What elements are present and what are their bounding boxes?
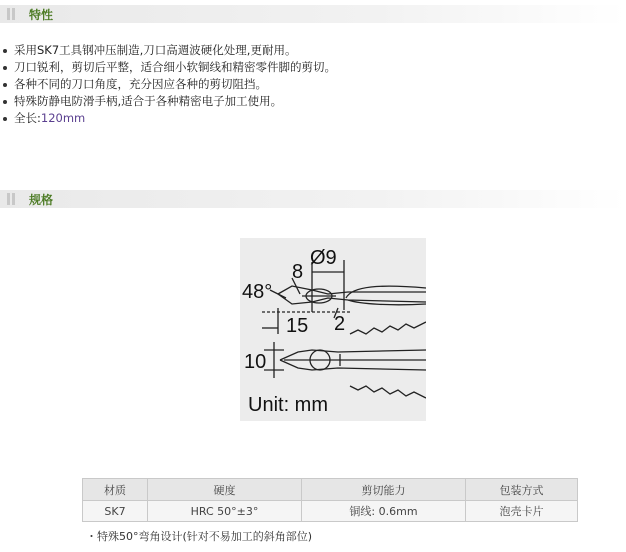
dim-8: 8	[292, 261, 304, 283]
spec-cell-packaging: 泡壳卡片	[466, 501, 577, 521]
spec-header-material: 材质	[83, 479, 147, 500]
table-row	[83, 501, 577, 521]
length-label: 全长:	[14, 111, 41, 125]
unit-label: Unit: mm	[248, 394, 328, 416]
feature-item	[0, 42, 336, 59]
bullet-icon	[3, 100, 7, 104]
spec-table-header-row	[83, 479, 577, 500]
spec-header-packaging: 包装方式	[466, 479, 577, 500]
feature-text: 采用SK7工具钢冲压制造,刀口高週波硬化处理,更耐用。	[14, 43, 297, 57]
spec-table	[82, 478, 578, 522]
bullet-icon	[3, 117, 7, 121]
spec-header-hardness: 硬度	[148, 479, 301, 500]
dim-2: 2	[334, 313, 346, 335]
feature-text: 特殊防静电防滑手柄,适合于各种精密电子加工使用。	[14, 94, 283, 108]
bullet-icon	[3, 49, 7, 53]
specs-section-header	[0, 190, 626, 208]
spec-cell-cutting: 铜线: 0.6mm	[302, 501, 465, 521]
feature-text: 刀口锐利，剪切后平整，适合细小软铜线和精密零件脚的剪切。	[14, 60, 336, 74]
dim-15: 15	[286, 315, 309, 337]
feature-item	[0, 59, 336, 76]
bullet-icon	[3, 83, 7, 87]
design-note: ・特殊50°弯角设计(针对不易加工的斜角部位)	[86, 530, 313, 543]
specs-section-title: 规格	[29, 193, 54, 207]
features-section-header	[0, 5, 626, 23]
section-bars-icon	[7, 193, 17, 205]
bullet-icon	[3, 66, 7, 70]
spec-cell-material: SK7	[83, 501, 147, 521]
dim-48-angle: 48°	[242, 281, 273, 303]
spec-cell-hardness: HRC 50°±3°	[148, 501, 301, 521]
feature-list	[0, 42, 336, 127]
dimension-diagram	[240, 238, 426, 421]
feature-item-length	[0, 110, 336, 127]
spec-header-cutting: 剪切能力	[302, 479, 465, 500]
feature-item	[0, 76, 336, 93]
features-section-title: 特性	[29, 8, 54, 22]
feature-item	[0, 93, 336, 110]
feature-text: 各种不同的刀口角度，充分因应各种的剪切阻挡。	[14, 77, 267, 91]
section-bars-icon	[7, 8, 17, 20]
length-value: 120mm	[40, 111, 86, 125]
dim-phi9: Ø9	[310, 247, 337, 269]
dim-10: 10	[244, 351, 267, 373]
